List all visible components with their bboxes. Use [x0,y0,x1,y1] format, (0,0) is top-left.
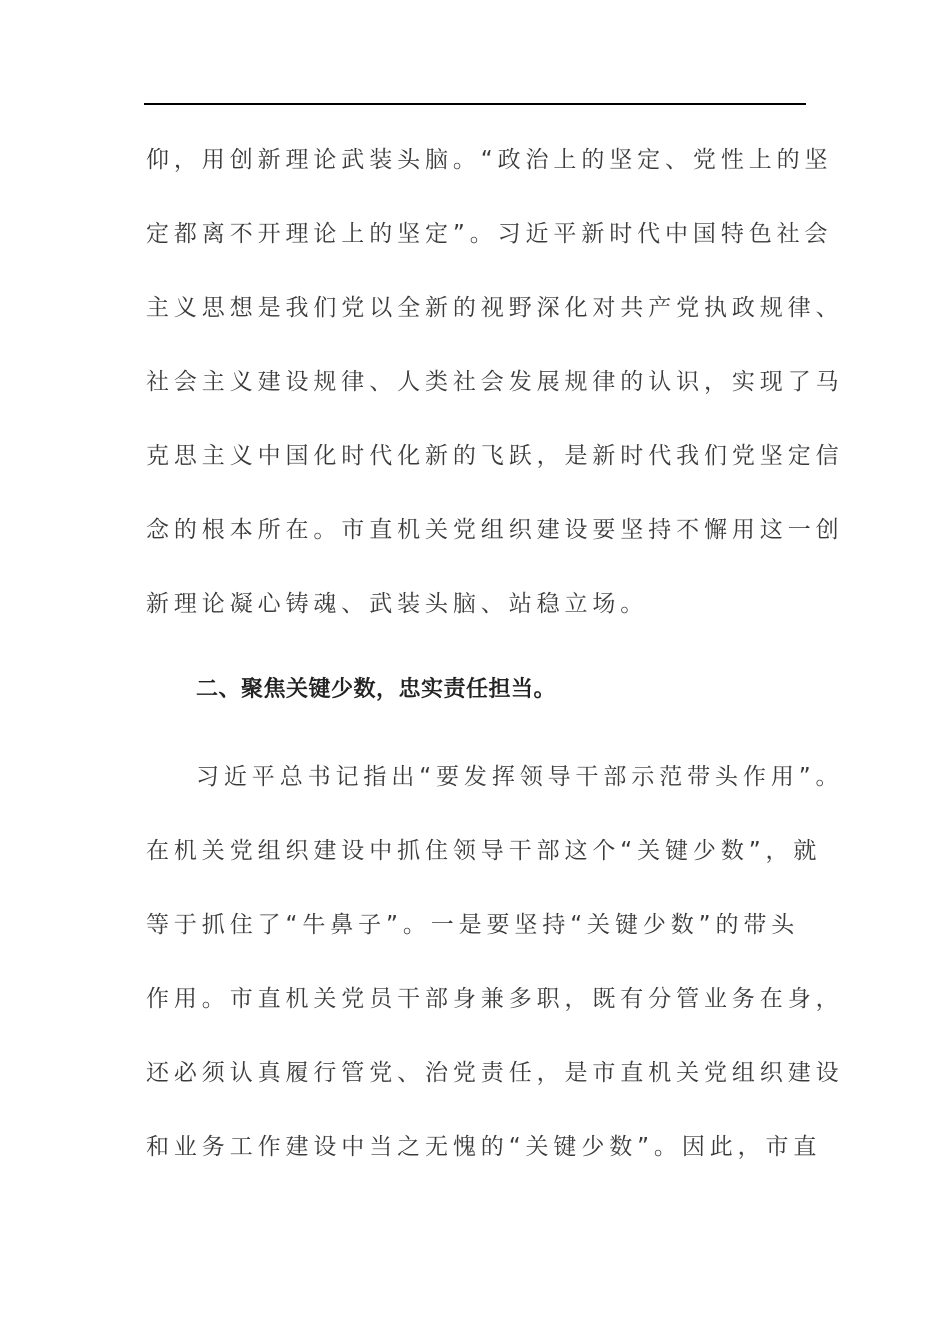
text-line: 等于抓住了“牛鼻子”。一是要坚持“关键少数”的带头 [146,912,800,938]
text-line: 在机关党组织建设中抓住领导干部这个“关键少数”，就 [146,838,822,864]
text-line: 定都离不开理论上的坚定”。习近平新时代中国特色社会 [146,221,833,247]
text-line: 和业务工作建设中当之无愧的“关键少数”。因此，市直 [146,1134,822,1160]
text-line: 仰，用创新理论武装头脑。“政治上的坚定、党性上的坚 [146,147,833,173]
section-heading: 二、聚焦关键少数，忠实责任担当。 [196,677,557,702]
text-line: 还必须认真履行管党、治党责任，是市直机关党组织建设 [146,1060,844,1086]
text-line: 主义思想是我们党以全新的视野深化对共产党执政规律、 [146,295,844,321]
header-rule [144,103,806,105]
text-line: 作用。市直机关党员干部身兼多职，既有分管业务在身， [146,986,844,1012]
text-line: 新理论凝心铸魂、武装头脑、站稳立场。 [146,591,649,617]
text-line: 念的根本所在。市直机关党组织建设要坚持不懈用这一创 [146,517,844,543]
text-line: 克思主义中国化时代化新的飞跃，是新时代我们党坚定信 [146,443,844,469]
text-line: 习近平总书记指出“要发挥领导干部示范带头作用”。 [196,764,844,790]
text-line: 社会主义建设规律、人类社会发展规律的认识，实现了马 [146,369,844,395]
